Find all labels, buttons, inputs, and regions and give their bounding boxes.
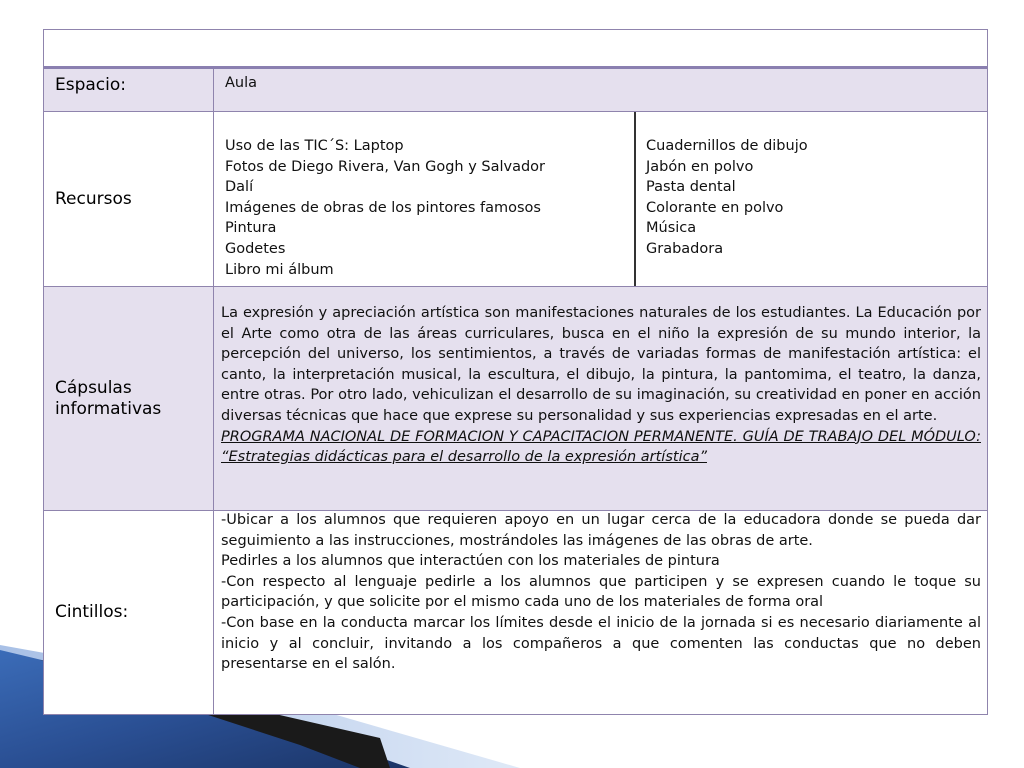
- espacio-label: Espacio:: [44, 69, 214, 111]
- capsulas-row: [44, 286, 987, 510]
- capsulas-reference: PROGRAMA NACIONAL DE FORMACION Y CAPACITACION PERMANENTE. GUÍA DE TRABAJO DEL MÓDULO: “Estrategias didácticas para el desarrollo de la expresión artística”: [221, 428, 981, 466]
- header-cell: [214, 30, 987, 66]
- list-item: Pasta dental: [646, 179, 736, 196]
- list-item: Colorante en polvo: [646, 199, 784, 216]
- list-item: Música: [646, 220, 697, 237]
- list-item: Dalí: [225, 179, 254, 196]
- recursos-list-right: [646, 136, 808, 260]
- cintillos-paragraph: -Ubicar a los alumnos que requieren apoyo en un lugar cerca de la educadora donde se pueda dar seguimiento a las instrucciones, mostrándoles las imágenes de las obras de arte.: [221, 512, 981, 549]
- recursos-list-left: [225, 136, 545, 280]
- cintillos-text-block: [221, 510, 981, 675]
- recursos-content: [214, 112, 987, 286]
- capsulas-paragraph: La expresión y apreciación artística son manifestaciones naturales de los estudiantes. La Educación por el Arte como otra de las áreas curriculares, busca en el niño la expresión de su mundo interior, la percepción del universo, los sentimientos, a través de variadas formas de manifestación artística: el canto, la interpretación musical, la escultura, el dibujo, la pintura, la pantomima, el teatro, la danza, entre otras. Por otro lado, vehiculizan el desarrollo de su imaginación, su creatividad en poner en acción diversas técnicas que hace que exprese su personalidad y sus experiencias expresadas en el arte.: [221, 305, 981, 424]
- column-divider: [634, 112, 636, 286]
- list-item: Imágenes de obras de los pintores famosos: [225, 199, 541, 216]
- list-item: Jabón en polvo: [646, 158, 754, 175]
- list-item: Uso de las TIC´S: Laptop: [225, 138, 404, 154]
- header-row: [44, 30, 987, 66]
- list-item: Grabadora: [646, 240, 724, 257]
- capsulas-text-block: [221, 303, 981, 468]
- recursos-label: Recursos: [44, 112, 214, 286]
- cintillos-paragraph: Pedirles a los alumnos que interactúen con los materiales de pintura: [221, 553, 720, 570]
- lesson-plan-table: [43, 29, 988, 715]
- list-item: Cuadernillos de dibujo: [646, 138, 808, 154]
- recursos-row: [44, 111, 987, 286]
- cintillos-content: [214, 511, 987, 714]
- cintillos-paragraph: -Con respecto al lenguaje pedirle a los alumnos que participen y se expresen cuando le toque su participación, y que solicite por el mismo cada uno de los materiales de forma oral: [221, 573, 981, 611]
- list-item: Libro mi álbum: [225, 261, 334, 278]
- espacio-value: Aula: [225, 75, 258, 91]
- cintillos-label: Cintillos:: [44, 511, 214, 714]
- espacio-value-cell: [214, 69, 987, 111]
- list-item: Pintura: [225, 220, 277, 237]
- list-item: Fotos de Diego Rivera, Van Gogh y Salvador: [225, 158, 546, 175]
- list-item: Godetes: [225, 240, 286, 257]
- cintillos-row: [44, 510, 987, 714]
- capsulas-content: [214, 287, 987, 510]
- capsulas-label: Cápsulas informativas: [44, 287, 214, 510]
- espacio-row: [44, 66, 987, 111]
- cintillos-paragraph: -Con base en la conducta marcar los límites desde el inicio de la jornada si es necesario diariamente al inicio y al concluir, invitando a los compañeros a que comenten las conductas que no deben presentarse en el salón.: [221, 614, 981, 673]
